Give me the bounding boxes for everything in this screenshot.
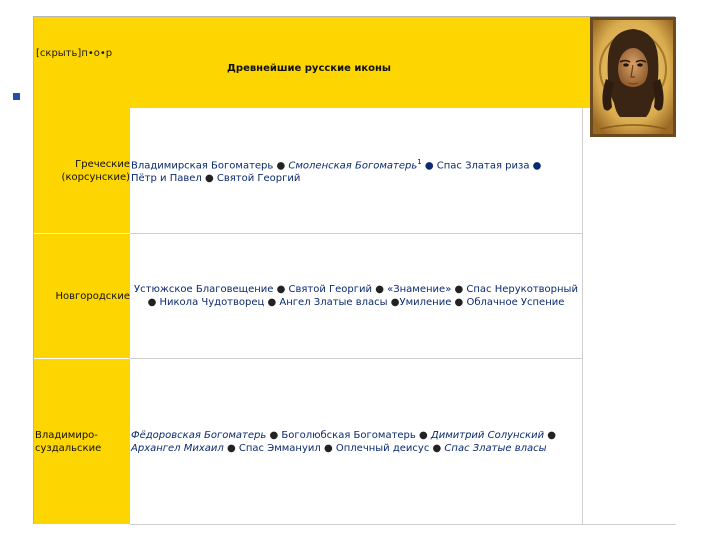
slide-bullet bbox=[13, 93, 20, 100]
separator-dot: ● bbox=[451, 284, 467, 295]
navbox-title: Древнейшие русские иконы bbox=[227, 63, 391, 74]
group-items bbox=[130, 359, 583, 524]
vde-links: [скрыть]п•о•р bbox=[36, 48, 113, 59]
separator-dot: ● bbox=[273, 160, 289, 172]
separator-dot: ● bbox=[372, 284, 388, 295]
navbox-header bbox=[34, 17, 675, 108]
spas-nerukotvorny-icon[interactable] bbox=[590, 17, 676, 137]
icon-link-missing[interactable]: Димитрий Солунский bbox=[430, 429, 545, 441]
separator-dot: ● bbox=[264, 297, 280, 308]
icon-link[interactable]: Боголюбская Богоматерь bbox=[281, 429, 416, 441]
icon-link[interactable]: ● Спас Златая риза ● bbox=[421, 160, 542, 172]
separator-dot: ● bbox=[273, 284, 289, 295]
items-text bbox=[130, 283, 582, 309]
navbox-bottom-border bbox=[130, 524, 676, 525]
icon-link[interactable]: Спас Эммануил bbox=[238, 442, 321, 454]
separator-dot: ● bbox=[451, 297, 467, 308]
icon-link[interactable]: «Знамение» bbox=[387, 284, 452, 295]
items-line bbox=[131, 429, 581, 442]
icon-link[interactable]: Пётр и Павел bbox=[131, 173, 202, 185]
image-cell bbox=[583, 108, 675, 524]
group-label: Греческие (корсунские) bbox=[34, 108, 130, 233]
separator-dot: ● bbox=[147, 297, 160, 308]
items-line bbox=[131, 442, 581, 455]
navbox bbox=[33, 16, 675, 524]
group-items bbox=[130, 108, 583, 233]
discuss-link[interactable]: о bbox=[93, 48, 100, 59]
icon-link-missing[interactable]: Спас Златые власы bbox=[444, 442, 547, 454]
view-link[interactable]: п bbox=[81, 48, 88, 59]
icon-link-missing[interactable]: Смоленская Богоматерь bbox=[288, 160, 418, 172]
items-line bbox=[131, 172, 581, 185]
group-label: Владимиро-суздальские bbox=[34, 359, 130, 524]
items-text bbox=[130, 156, 582, 185]
separator-dot: ● bbox=[544, 429, 556, 441]
separator-dot: ● bbox=[320, 442, 336, 454]
icon-link[interactable]: Умиление bbox=[399, 297, 452, 308]
icon-link[interactable]: Оплечный деисус bbox=[335, 442, 430, 454]
separator-dot: ● bbox=[415, 429, 431, 441]
items-line bbox=[131, 296, 581, 309]
items-text bbox=[130, 429, 582, 455]
navbox-row-novgorod bbox=[34, 234, 675, 358]
footnote-mark[interactable]: 1 bbox=[417, 157, 422, 166]
icon-link[interactable]: Владимирская Богоматерь bbox=[131, 160, 274, 172]
icon-link[interactable]: Спас Нерукотворный bbox=[466, 284, 578, 295]
icon-link-missing[interactable]: Архангел Михаил bbox=[131, 442, 224, 454]
group-items bbox=[130, 234, 583, 358]
icon-link[interactable]: Святой Георгий bbox=[288, 284, 373, 295]
icon-link[interactable]: Ангел Златые власы bbox=[279, 297, 388, 308]
navbox-row-greek bbox=[34, 108, 675, 233]
separator-dot: ● bbox=[201, 173, 217, 185]
edit-link[interactable]: р bbox=[105, 48, 113, 59]
separator-dot: ● bbox=[223, 442, 239, 454]
separator-dot: ● bbox=[387, 297, 400, 308]
items-line bbox=[131, 283, 581, 296]
icon-link-missing[interactable]: Фёдоровская Богоматерь bbox=[131, 429, 267, 441]
icon-link[interactable]: Никола Чудотворец bbox=[159, 297, 265, 308]
group-label: Новгородские bbox=[34, 234, 130, 358]
separator-dot: ● bbox=[266, 429, 282, 441]
items-line bbox=[131, 156, 581, 172]
icon-link[interactable]: Облачное Успение bbox=[466, 297, 565, 308]
separator-dot: ● bbox=[429, 442, 445, 454]
navbox-row-vladimir bbox=[34, 359, 675, 524]
icon-link[interactable]: Устюжское Благовещение bbox=[134, 284, 274, 295]
hide-link[interactable]: [скрыть] bbox=[36, 48, 82, 59]
icon-link[interactable]: Святой Георгий bbox=[216, 173, 301, 185]
